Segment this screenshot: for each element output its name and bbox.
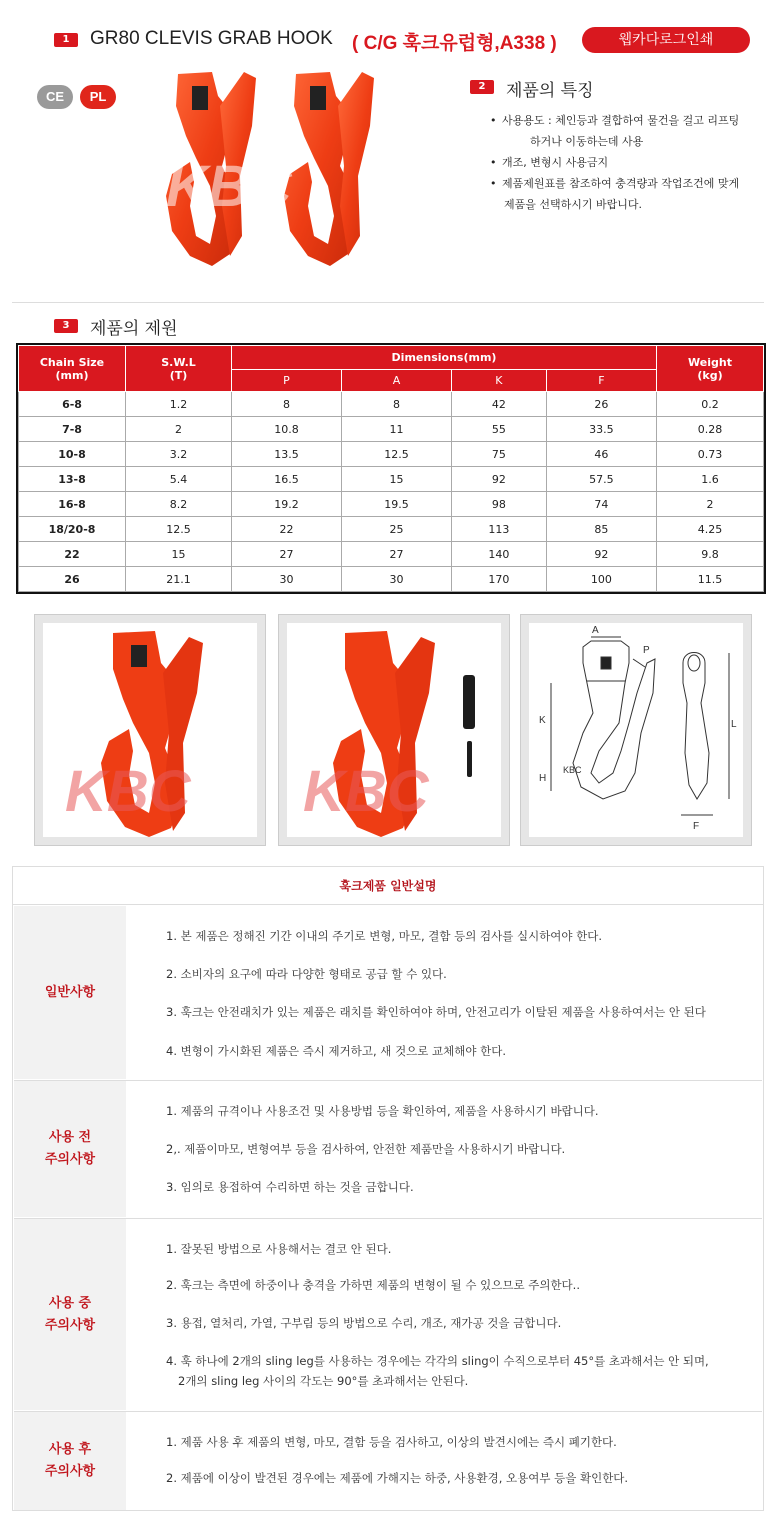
spec-cell: 0.2 (657, 392, 764, 417)
before-use-label: 사용 전 주의사항 (14, 1081, 126, 1217)
general-item: 1. 본 제품은 정해진 기간 이내의 주기로 변형, 마모, 결함 등의 검사를 실시하여야 한다. (166, 929, 603, 943)
during-use-item: 3. 용접, 열처리, 가열, 구부림 등의 방법으로 수리, 개조, 재가공 것을 금합니다. (166, 1316, 562, 1330)
page-title: GR80 CLEVIS GRAB HOOK (90, 28, 333, 49)
kbc-watermark: KBC (303, 759, 429, 824)
section-number-badge: 3 (54, 319, 78, 333)
spec-cell: 42 (451, 392, 546, 417)
spec-cell: 13-8 (19, 467, 126, 492)
features-title: 제품의 특징 (506, 81, 594, 101)
spec-cell: 30 (341, 567, 451, 592)
pl-mark-logo: PL (80, 85, 116, 109)
header-a: A (341, 370, 451, 392)
header-p: P (232, 370, 342, 392)
spec-cell: 30 (232, 567, 342, 592)
spec-cell: 12.5 (126, 517, 232, 542)
header-weight: Weight (kg) (657, 346, 764, 392)
label-h: H (539, 773, 547, 784)
spec-cell: 8.2 (126, 492, 232, 517)
feature-item: • 제품제원표를 참조하여 충격량과 작업조건에 맞게 (490, 173, 760, 194)
spec-cell: 85 (546, 517, 656, 542)
spec-cell: 33.5 (546, 417, 656, 442)
label-p: P (643, 645, 650, 656)
header-dimensions: Dimensions(mm) (232, 346, 657, 370)
spec-cell: 26 (546, 392, 656, 417)
before-use-item: 1. 제품의 규격이나 사용조건 및 사용방법 등을 확인하여, 제품을 사용하시기 바랍니다. (166, 1104, 599, 1118)
spec-cell: 11 (341, 417, 451, 442)
label-f: F (693, 821, 700, 832)
after-use-item: 1. 제품 사용 후 제품의 변형, 마모, 결함 등을 검사하고, 이상의 발견시에는 즉시 폐기한다. (166, 1435, 617, 1449)
during-use-item: 2. 훅크는 측면에 하중이나 충격을 가하면 제품의 변형이 될 수 있으므로 주의한다.. (166, 1278, 580, 1292)
spec-cell: 10.8 (232, 417, 342, 442)
spec-cell: 15 (341, 467, 451, 492)
ce-mark-logo: CE (37, 85, 73, 109)
spec-cell: 46 (546, 442, 656, 467)
description-title: 훅크제품 일반설명 (13, 867, 763, 905)
spec-cell: 3.2 (126, 442, 232, 467)
spec-cell: 27 (341, 542, 451, 567)
spec-cell: 4.25 (657, 517, 764, 542)
spec-cell: 140 (451, 542, 546, 567)
divider (12, 302, 764, 303)
after-use-label: 사용 후 주의사항 (14, 1412, 126, 1510)
spec-cell: 19.5 (341, 492, 451, 517)
spec-cell: 1.6 (657, 467, 764, 492)
during-use-label: 사용 중 주의사항 (14, 1219, 126, 1410)
spec-cell: 25 (341, 517, 451, 542)
spec-cell: 16-8 (19, 492, 126, 517)
pin-sleeve (463, 675, 475, 729)
spec-cell: 22 (232, 517, 342, 542)
spec-cell: 98 (451, 492, 546, 517)
features-list (490, 110, 760, 215)
dimension-diagram (520, 614, 752, 846)
spec-cell: 13.5 (232, 442, 342, 467)
product-hooks-image (160, 66, 430, 284)
spec-table (18, 345, 764, 592)
spec-row (19, 542, 764, 567)
label-k: K (539, 715, 546, 726)
spec-row (19, 567, 764, 592)
spec-cell: 22 (19, 542, 126, 567)
after-use-items (166, 1412, 756, 1510)
spec-row (19, 417, 764, 442)
spec-title: 제품의 제원 (90, 319, 178, 339)
spec-cell: 15 (126, 542, 232, 567)
spec-cell: 74 (546, 492, 656, 517)
spec-cell: 27 (232, 542, 342, 567)
spec-cell: 0.73 (657, 442, 764, 467)
spec-cell: 26 (19, 567, 126, 592)
general-item: 2. 소비자의 요구에 따라 다양한 형태로 공급 할 수 있다. (166, 967, 447, 981)
spec-cell: 113 (451, 517, 546, 542)
spec-cell: 16.5 (232, 467, 342, 492)
header-chain-size: Chain Size (mm) (19, 346, 126, 392)
before-use-item: 2,. 제품이마모, 변형여부 등을 검사하여, 안전한 제품만을 사용하시기 바랍니다. (166, 1142, 566, 1156)
hook-right (284, 72, 374, 266)
label-a: A (592, 625, 599, 636)
feature-item: • 개조, 변형시 사용금지 (490, 152, 760, 173)
pin (467, 741, 472, 777)
spec-cell: 5.4 (126, 467, 232, 492)
before-use-items (166, 1081, 756, 1217)
spec-cell: 2 (657, 492, 764, 517)
spec-cell: 92 (451, 467, 546, 492)
spec-cell: 9.8 (657, 542, 764, 567)
during-use-item: 1. 잘못된 방법으로 사용해서는 결코 안 된다. (166, 1242, 392, 1256)
header-swl: S.W.L (T) (126, 346, 232, 392)
before-use-item: 3. 임의로 용접하여 수리하면 하는 것을 금합니다. (166, 1180, 414, 1194)
spec-cell: 0.28 (657, 417, 764, 442)
general-item: 4. 변형이 가시화된 제품은 즉시 제거하고, 새 것으로 교체해야 한다. (166, 1044, 507, 1058)
kbc-watermark: KBC (65, 759, 191, 824)
product-photo-front (34, 614, 266, 846)
after-use-item: 2. 제품에 이상이 발견된 경우에는 제품에 가해지는 하중, 사용환경, 오용여부 등을 확인한다. (166, 1471, 629, 1485)
web-catalog-print-button[interactable]: 웹카다로그인쇄 (582, 27, 750, 53)
spec-cell: 2 (126, 417, 232, 442)
spec-cell: 19.2 (232, 492, 342, 517)
label-l: L (731, 719, 737, 730)
spec-row (19, 392, 764, 417)
header-k: K (451, 370, 546, 392)
feature-item: • 사용용도 : 체인등과 결합하여 물건을 걸고 리프팅 (490, 110, 760, 131)
spec-row (19, 442, 764, 467)
spec-cell: 11.5 (657, 567, 764, 592)
general-label: 일반사항 (14, 906, 126, 1079)
spec-row (19, 517, 764, 542)
spec-cell: 21.1 (126, 567, 232, 592)
spec-cell: 6-8 (19, 392, 126, 417)
feature-item-continued: 하거나 이동하는데 사용 (530, 135, 644, 148)
general-item: 3. 훅크는 안전래치가 있는 제품은 래치를 확인하여야 하며, 안전고리가 이탈된 제품을 사용하여서는 안 된다 (166, 1005, 706, 1019)
spec-cell: 57.5 (546, 467, 656, 492)
spec-cell: 170 (451, 567, 546, 592)
spec-row (19, 492, 764, 517)
during-use-item: 4. 훅 하나에 2개의 sling leg를 사용하는 경우에는 각각의 sling이 수직으로부터 45°를 초과해서는 안 되며, (166, 1354, 709, 1368)
spec-cell: 10-8 (19, 442, 126, 467)
section-number-badge: 2 (470, 80, 494, 94)
general-items (166, 906, 756, 1079)
spec-cell: 55 (451, 417, 546, 442)
spec-cell: 7-8 (19, 417, 126, 442)
section-number-badge: 1 (54, 33, 78, 47)
spec-cell: 18/20-8 (19, 517, 126, 542)
kbc-watermark: KBC (166, 154, 292, 219)
product-photo-with-pin (278, 614, 510, 846)
spec-cell: 75 (451, 442, 546, 467)
page-subtitle: ( C/G 훅크유럽형,A338 ) (352, 33, 557, 54)
during-use-items (166, 1219, 756, 1410)
spec-cell: 8 (341, 392, 451, 417)
spec-cell: 8 (232, 392, 342, 417)
spec-cell: 92 (546, 542, 656, 567)
header-f: F (546, 370, 656, 392)
spec-cell: 12.5 (341, 442, 451, 467)
kbc-stamp: KBC (563, 765, 582, 775)
spec-cell: 100 (546, 567, 656, 592)
spec-row (19, 467, 764, 492)
spec-cell: 1.2 (126, 392, 232, 417)
during-use-item-continued: 2개의 sling leg 사이의 각도는 90°를 초과해서는 안된다. (178, 1374, 469, 1388)
feature-item-continued: 제품을 선택하시기 바랍니다. (504, 198, 643, 211)
